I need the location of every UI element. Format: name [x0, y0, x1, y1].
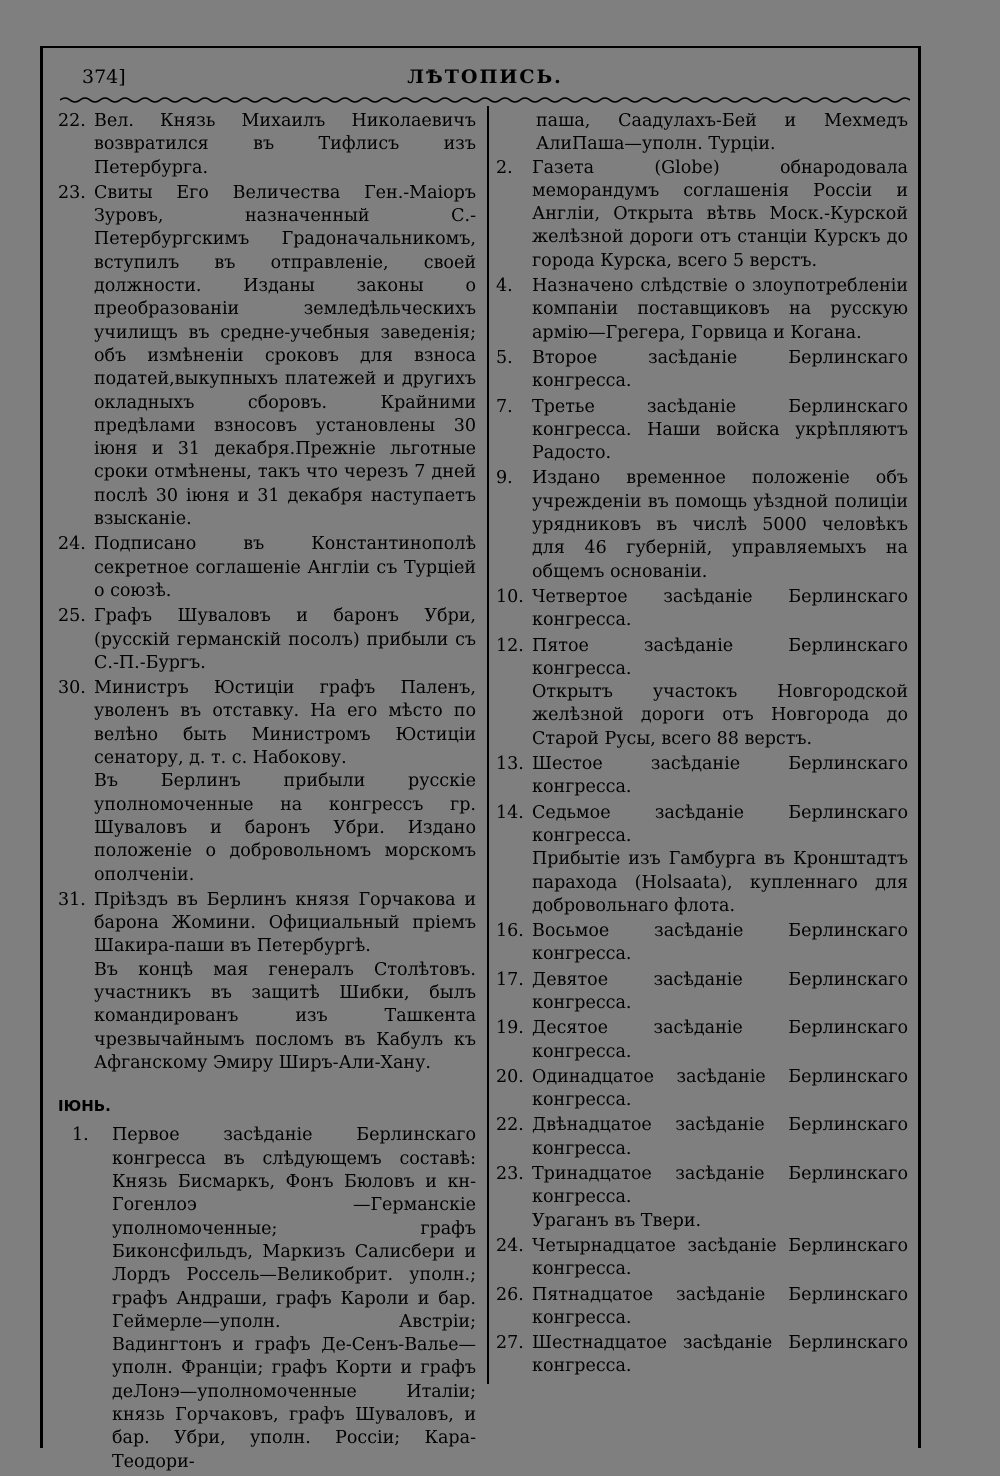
entry-right-19	[496, 1017, 908, 1064]
entry-body	[532, 1163, 908, 1233]
entry-right-9	[496, 467, 908, 583]
entry-date: 26.	[496, 1284, 524, 1305]
entry-date: 12.	[496, 635, 524, 656]
entry-date: 17.	[496, 969, 524, 990]
entry-text: Свиты Его Величества Ген.-Маіоръ Зуровъ, назначенный С.-Петербургскимъ Градоначальникомъ, вступилъ въ отправленіе, своей должности. Изданы законы о преобразованіи земледѣльческихъ училищъ въ средне-учебныя заведенія; объ измѣненіи сроковъ для взноса податей,выкупныхъ платежей и другихъ окладныхъ сборовъ. Крайними предѣлами взносовъ установлены 30 іюня и 31 декабря.Прежніе льготные сроки отмѣнены, такъ что черезъ 7 дней послѣ 30 іюня и 31 декабря наступаетъ взысканіе.	[94, 182, 476, 530]
running-title: ЛѢТОПИСЬ.	[407, 66, 563, 88]
left-column	[58, 110, 476, 1476]
entry-text: Подписано въ Константинополѣ секретное соглашеніе Англіи съ Турціей о союзѣ.	[94, 534, 476, 601]
entry-text: Пятнадцатое засѣданіе Берлинскаго конгресса.	[532, 1284, 908, 1328]
entry-left-22	[58, 110, 476, 180]
entry-text: Восьмое засѣданіе Берлинскаго конгресса.	[532, 921, 908, 965]
entry-right-24	[496, 1235, 908, 1282]
entry-text: Назначено слѣдствіе о злоупотребленіи компаніи поставщиковъ на русскую армію—Грегера, Горвица и Когана.	[532, 276, 908, 343]
entry-text: Одинадцатое засѣданіе Берлинскаго конгресса.	[532, 1066, 908, 1111]
entry-date: 25.	[58, 606, 86, 627]
entry-date: 24.	[496, 1235, 524, 1256]
column-divider	[487, 106, 489, 1384]
entry-extra: Ураганъ въ Твери.	[532, 1210, 702, 1231]
entry-right-13	[496, 753, 908, 800]
entry-right-10	[496, 586, 908, 633]
entry-date: 20.	[496, 1066, 524, 1087]
entry-date: 22.	[496, 1115, 524, 1136]
entry-date: 13.	[496, 754, 524, 775]
entry-left-31	[58, 889, 476, 1075]
entry-left-30	[58, 677, 476, 887]
entry-text: Десятое засѣданіе Берлинскаго конгресса.	[532, 1018, 908, 1062]
entry-date: 27.	[496, 1333, 524, 1354]
page-number: 374]	[82, 66, 126, 88]
entry-body	[532, 802, 908, 918]
entry-date: 4.	[496, 276, 513, 297]
entry-text: Второе засѣданіе Берлинскаго конгресса.	[532, 347, 908, 392]
entry-date: 1.	[72, 1125, 89, 1146]
entry-date: 2.	[496, 157, 513, 178]
entry-right-22	[496, 1114, 908, 1161]
entry-text: Первое засѣданіе Берлинскаго конгресса въ слѣдующемъ составѣ: Князь Бисмаркъ, Фонъ Бюловъ и кн-Гогенлоэ —Германскіе уполномоченные; графъ Биконсфильдъ, Маркизъ Салисбери и Лордъ Россель—Великобрит. уполн.; графъ Андраши, графъ Кароли и бар. Геймерле—уполн. Австріи; Вадингтонъ и графъ Де-Сенъ-Валье—уполн. Франціи; графъ Корти и графъ деЛонэ—уполномоченные Италіи; князь Горчаковъ, графъ Шуваловъ, и бар. Убри, уполн. Россіи; Кара-Теодори-	[112, 1125, 476, 1472]
entry-text: Шестнадцатое засѣданіе Берлинскаго конгресса.	[532, 1333, 908, 1377]
entry-right-7	[496, 396, 908, 466]
entry-text: Четвертое засѣданіе Берлинскаго конгресса.	[532, 586, 908, 631]
entry-text: Тринадцатое засѣданіе Берлинскаго конгресса.	[532, 1164, 908, 1208]
entry-left-23	[58, 182, 476, 531]
entry-right-5	[496, 347, 908, 394]
entry-date: 5.	[496, 347, 513, 368]
entry-date: 14.	[496, 802, 524, 823]
entry-text: Шестое засѣданіе Берлинскаго конгресса.	[532, 754, 908, 798]
entry-date: 16.	[496, 921, 524, 942]
entry-text: Газета (Globe) обнародовала меморандумъ соглашенія Россіи и Англіи, Открыта вѣтвь Моск.-Курской желѣзной дороги отъ станціи Курскъ до города Курска, всего 5 верстъ.	[532, 157, 908, 271]
entry-body	[94, 889, 476, 1075]
entry-left-24	[58, 533, 476, 603]
entry-extra: Открытъ участокъ Новгородской желѣзной дороги отъ Новгорода до Старой Русы, всего 88 верстъ.	[532, 682, 908, 749]
entry-right-23	[496, 1163, 908, 1233]
section-title-june: ІЮНЬ.	[58, 1097, 111, 1116]
entry-body	[94, 677, 476, 887]
entry-date: 24.	[58, 534, 86, 555]
entry-right-12	[496, 635, 908, 751]
entry-text: Третье засѣданіе Берлинскаго конгресса. Наши войска укрѣпляютъ Радосто.	[532, 396, 908, 464]
entry-text: Министръ Юстиціи графъ Паленъ, уволенъ въ отставку. На его мѣсто по велѣно быть Министромъ Юстиціи сенатору, д. т. с. Набокову.	[94, 678, 476, 769]
entry-text: Вел. Князь Михаилъ Николаевичъ возвратился въ Тифлисъ изъ Петербурга.	[94, 111, 476, 178]
entry-date: 9.	[496, 468, 513, 489]
entry-text: Пріѣздъ въ Берлинъ князя Горчакова и барона Жомини. Официальный пріемъ Шакира-паши въ Петербургѣ.	[94, 889, 476, 957]
entry-text: Четырнадцатое засѣданіе Берлинскаго конгресса.	[532, 1235, 908, 1280]
right-column	[496, 110, 908, 1381]
entry-text: Двѣнадцатое засѣданіе Берлинскаго конгресса.	[532, 1115, 908, 1159]
ornamental-rule	[60, 96, 910, 104]
entry-date: 19.	[496, 1018, 524, 1039]
entry-date: 30.	[58, 678, 86, 699]
entry-text: Седьмое засѣданіе Берлинскаго конгресса.	[532, 802, 908, 846]
page-header	[60, 66, 910, 96]
entry-text: Девятое засѣданіе Берлинскаго конгресса.	[532, 969, 908, 1013]
entry-date: 10.	[496, 586, 524, 607]
entry-left-25	[58, 605, 476, 675]
entry-text: Пятое засѣданіе Берлинскаго конгресса.	[532, 635, 908, 679]
entry-right-20	[496, 1066, 908, 1113]
entry-right-14	[496, 802, 908, 918]
entry-june-1	[58, 1124, 476, 1473]
entry-extra: Въ концѣ мая генералъ Столѣтовъ. участникъ въ защитѣ Шибки, былъ командированъ изъ Ташкента чрезвычайнымъ посломъ въ Кабулъ къ Афганскому Эмиру Ширъ-Али-Хану.	[94, 959, 476, 1073]
entry-date: 31.	[58, 889, 86, 910]
entry-right-16	[496, 920, 908, 967]
entry-extra: Прибытіе изъ Гамбурга въ Кронштадтъ парахода (Holsaata), купленнаго для добровольнаго флота.	[532, 849, 908, 916]
entry-text: Издано временное положеніе объ учрежденіи въ помощь уѣздной полиціи урядниковъ въ числѣ 5000 человѣкъ для 46 губерній, управляемыхъ на общемъ основаніи.	[532, 468, 908, 582]
entry-text: Графъ Шуваловъ и баронъ Убри, (русскій германскій посолъ) прибыли съ С.-П.-Бургъ.	[94, 606, 476, 673]
entry-right-17	[496, 969, 908, 1016]
entry-right-27	[496, 1332, 908, 1379]
entry-right-26	[496, 1284, 908, 1331]
entry-date: 23.	[496, 1164, 524, 1185]
entry-extra: Въ Берлинъ прибыли русскіе уполномоченные на конгрессъ гр. Шуваловъ и баронъ Убри. Издано положеніе о добровольномъ морскомъ ополченіи.	[94, 771, 476, 885]
continuation-text: паша, Саадулахъ-Бей и Мехмедъ АлиПаша—уполн. Турціи.	[536, 111, 908, 155]
entry-date: 23.	[58, 182, 86, 203]
entry-date: 22.	[58, 111, 86, 131]
entry-date: 7.	[496, 396, 513, 417]
entry-right-4	[496, 275, 908, 345]
entry-right-2	[496, 157, 908, 273]
entry-body	[532, 635, 908, 751]
